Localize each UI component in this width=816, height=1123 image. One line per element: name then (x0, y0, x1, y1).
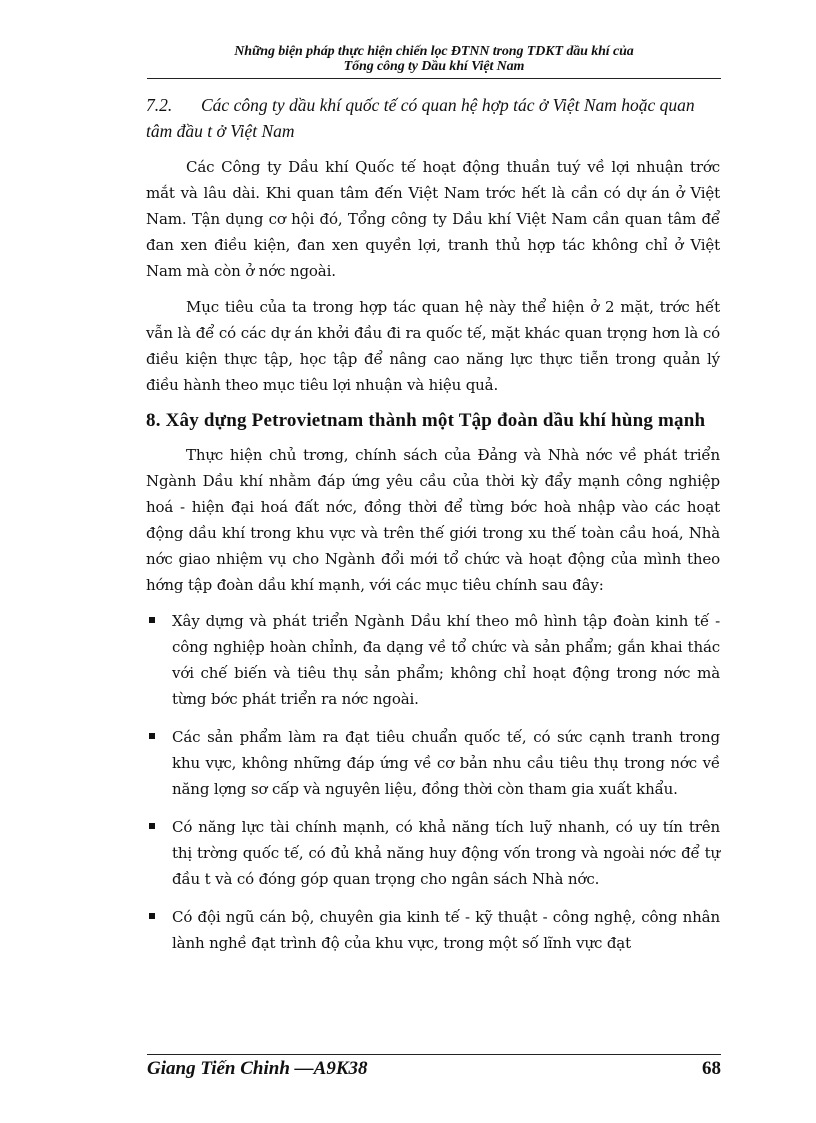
section-8-heading: 8. Xây dựng Petrovietnam thành một Tập đoàn dầu khí hùng mạnh (146, 410, 706, 431)
section-7-2-heading (146, 92, 720, 144)
list-item (146, 904, 720, 956)
square-bullet-icon (149, 617, 155, 623)
list-item (146, 814, 720, 892)
list-item (146, 724, 720, 802)
square-bullet-icon (149, 913, 155, 919)
section-title: Các công ty dầu khí quốc tế có quan hệ hợp tác ở Việt Nam hoặc quan tâm đầu t ở Việt Nam (146, 95, 695, 141)
paragraph: Thực hiện chủ trơng, chính sách của Đảng và Nhà nớc về phát triển Ngành Dầu khí nhằm đáp ứng yêu cầu của thời kỳ đẩy mạnh công nghiệp hoá - hiện đại hoá đất nớc, đồng thời để từng bớc hoà nhập vào các hoạt động dầu khí trong khu vực và trên thế giới trong xu thế toàn cầu hoá, Nhà nớc giao nhiệm vụ cho Ngành đổi mới tổ chức và hoạt động của mình theo hớng tập đoàn dầu khí mạnh, với các mục tiêu chính sau đây: (146, 446, 720, 594)
list-item-text: Các sản phẩm làm ra đạt tiêu chuẩn quốc tế, có sức cạnh tranh trong khu vực, không những đáp ứng về cơ bản nhu cầu tiêu thụ trong nớc về năng lợng sơ cấp và nguyên liệu, đồng thời còn tham gia xuất khẩu. (172, 728, 720, 798)
square-bullet-icon (149, 823, 155, 829)
list-item-text: Xây dựng và phát triển Ngành Dầu khí theo mô hình tập đoàn kinh tế - công nghiệp hoàn chỉnh, đa dạng về tổ chức và sản phẩm; gắn khai thác với chế biến và tiêu thụ sản phẩm; không chỉ hoạt động trong nớc mà từng bớc phát triển ra nớc ngoài. (172, 612, 720, 708)
paragraph: Các Công ty Dầu khí Quốc tế hoạt động thuần tuý về lợi nhuận trớc mắt và lâu dài. Khi quan tâm đến Việt Nam trớc hết là cần có dự án ở Việt Nam. Tận dụng cơ hội đó, Tổng công ty Dầu khí Việt Nam cần quan tâm để đan xen điều kiện, đan xen quyền lợi, tranh thủ hợp tác không chỉ ở Việt Nam mà còn ở nớc ngoài. (146, 158, 720, 280)
footer-rule (147, 1054, 721, 1055)
list-item (146, 608, 720, 712)
section-number: 7.2. (146, 95, 173, 115)
page-number: 68 (702, 1058, 721, 1079)
paragraph: Mục tiêu của ta trong hợp tác quan hệ này thể hiện ở 2 mặt, trớc hết vẫn là để có các dự án khởi đầu đi ra quốc tế, mặt khác quan trọng hơn là có điều kiện thực tập, học tập để nâng cao năng lực thực tiễn trong quản lý điều hành theo mục tiêu lợi nhuận và hiệu quả. (146, 298, 720, 394)
header-line-2: Tổng công ty Dầu khí Việt Nam (343, 59, 525, 74)
page-header (147, 44, 721, 74)
list-item-text: Có năng lực tài chính mạnh, có khả năng tích luỹ nhanh, có uy tín trên thị trờng quốc tế, có đủ khả năng huy động vốn trong và ngoài nớc để tự đầu t và có đóng góp quan trọng cho ngân sách Nhà nớc. (172, 818, 720, 888)
footer-author: Giang Tiến Chinh —A9K38 (147, 1058, 368, 1079)
page-body (146, 92, 720, 968)
header-line-1: Những biện pháp thực hiện chiến lọc ĐTNN trong TDKT dầu khí của (234, 44, 634, 59)
page-footer (147, 1058, 721, 1082)
header-rule (147, 78, 721, 79)
list-item-text: Có đội ngũ cán bộ, chuyên gia kinh tế - kỹ thuật - công nghệ, công nhân lành nghề đạt trình độ của khu vực, trong một số lĩnh vực đạt (172, 908, 720, 952)
square-bullet-icon (149, 733, 155, 739)
objectives-list (146, 608, 720, 956)
